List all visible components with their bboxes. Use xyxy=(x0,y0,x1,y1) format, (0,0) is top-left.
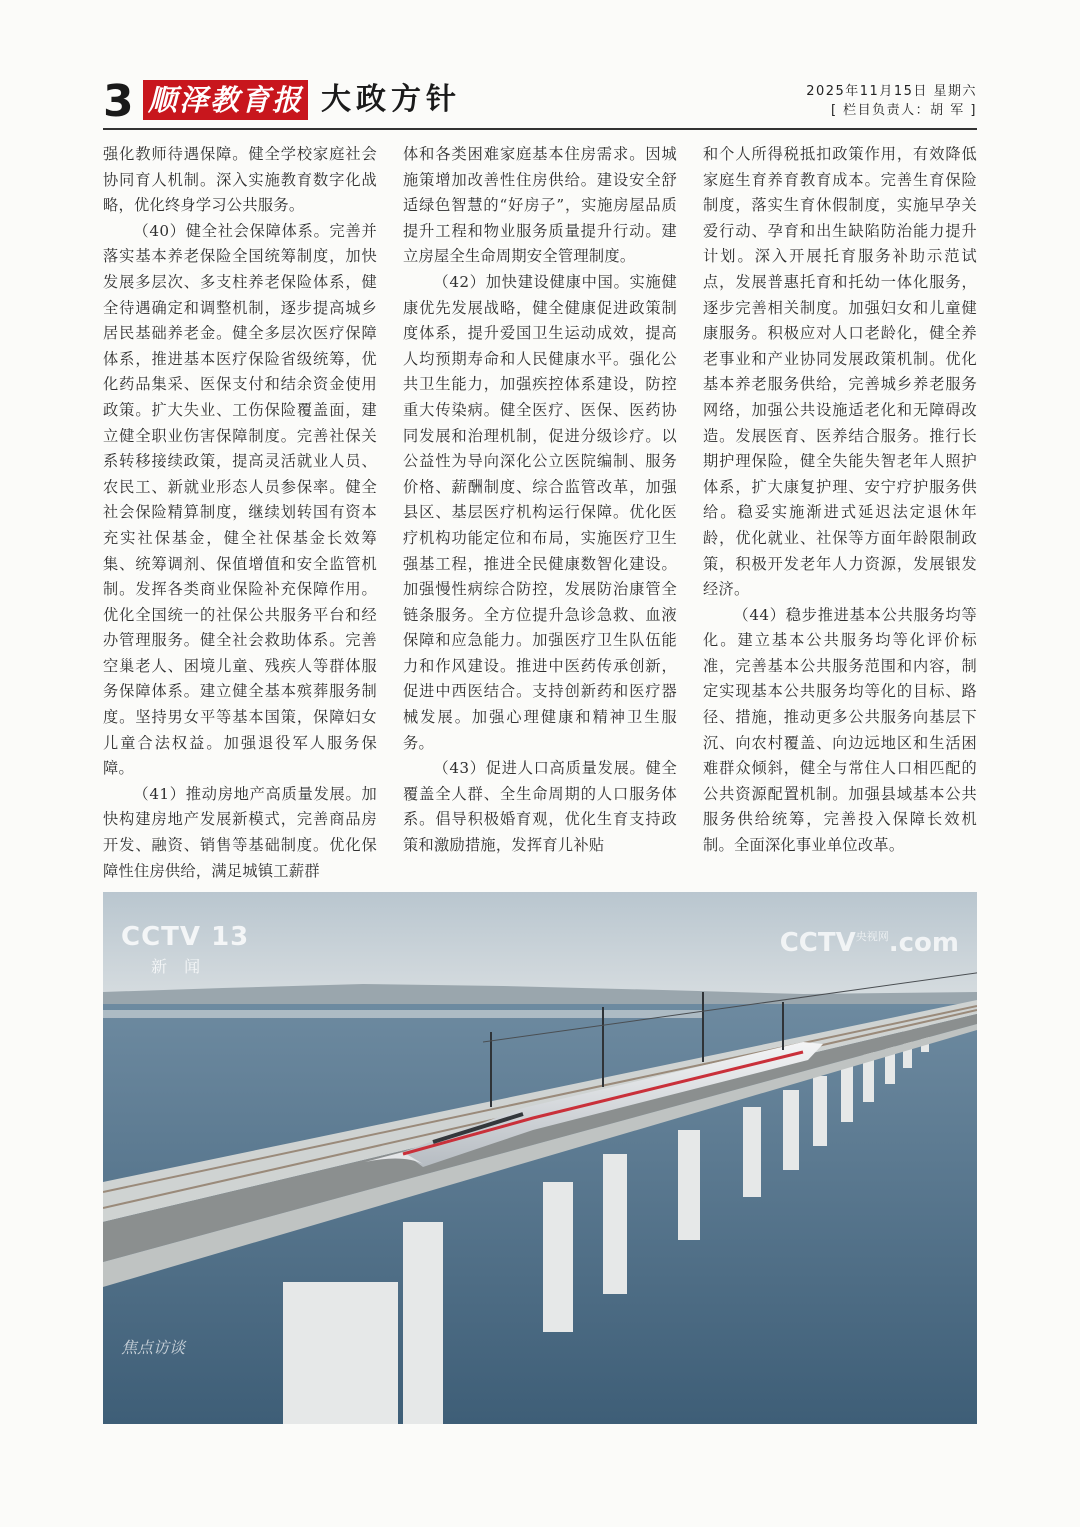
paragraph: （44）稳步推进基本公共服务均等化。建立基本公共服务均等化评价标准，完善基本公共服务范围和内容，制定实现基本公共服务均等化的目标、路径、措施，推动更多公共服务向基层下沉、向农村覆盖、向边远地区和生活困难群众倾斜，健全与常住人口相匹配的公共资源配置机制。加强县域基本公共服务供给统筹，完善投入保障长效机制。全面深化事业单位改革。 xyxy=(703,605,977,855)
paragraph: 强化教师待遇保障。健全学校家庭社会协同育人机制。深入实施教育数字化战略，优化终身学习公共服务。 xyxy=(103,145,377,215)
program-name: 焦点访谈 xyxy=(121,1338,186,1357)
text-column-3 xyxy=(703,142,977,882)
channel-logo: CCTV 13 xyxy=(121,922,250,952)
watermark-logo xyxy=(780,928,959,958)
text-column-1 xyxy=(103,142,377,882)
paragraph: （41）推动房地产高质量发展。加快构建房地产发展新模式，完善商品房开发、融资、销售等基础制度。优化保障性住房供给，满足城镇工薪群 xyxy=(103,784,377,880)
photo-illustration xyxy=(103,892,977,1424)
issue-meta xyxy=(806,82,977,120)
paragraph: 和个人所得税抵扣政策作用，有效降低家庭生育养育教育成本。完善生育保险制度，落实生育休假制度，实施早孕关爱行动、孕育和出生缺陷防治能力提升计划。深入开展托育服务补助示范试点，发展普惠托育和托幼一体化服务，逐步完善相关制度。加强妇女和儿童健康服务。积极应对人口老龄化，健全养老事业和产业协同发展政策机制。优化基本养老服务供给，完善城乡养老服务网络，加强公共设施适老化和无障碍改造。发展医育、医养结合服务。推行长期护理保险，健全失能失智老年人照护体系，扩大康复护理、安宁疗护服务供给。稳妥实施渐进式延迟法定退休年龄，优化就业、社保等方面年龄限制政策，积极开发老年人力资源，发展银发经济。 xyxy=(703,145,977,599)
text-column-2 xyxy=(403,142,677,882)
watermark-text: CCTV xyxy=(779,928,856,958)
header-rule xyxy=(103,128,977,130)
channel-subtitle: 新 闻 xyxy=(151,957,207,976)
paragraph: （40）健全社会保障体系。完善并落实基本养老保险全国统筹制度，加快发展多层次、多支柱养老保险体系，健全待遇确定和调整机制，逐步提高城乡居民基础养老金。健全多层次医疗保障体系，推进基本医疗保险省级统筹，优化药品集采、医保支付和结余资金使用政策。扩大失业、工伤保险覆盖面，建立健全职业伤害保障制度。完善社保关系转移接续政策，提高灵活就业人员、农民工、新就业形态人员参保率。健全社会保险精算制度，继续划转国有资本充实社保基金，健全社保基金长效筹集、统筹调剂、保值增值和安全监管机制。发挥各类商业保险补充保障作用。优化全国统一的社保公共服务平台和经办管理服务。健全社会救助体系。完善空巢老人、困境儿童、残疾人等群体服务保障体系。建立健全基本殡葬服务制度。坚持男女平等基本国策，保障妇女儿童合法权益。加强退役军人服务保障。 xyxy=(103,221,377,778)
page-header xyxy=(103,76,977,128)
newspaper-masthead: 顺泽教育报 xyxy=(143,80,308,120)
paragraph: （43）促进人口高质量发展。健全覆盖全人群、全生命周期的人口服务体系。倡导积极婚育观，优化生育支持政策和激励措施，发挥育儿补贴 xyxy=(403,759,677,855)
high-speed-train-photo xyxy=(103,892,977,1424)
watermark-small: 央视网 xyxy=(855,930,889,943)
watermark-com: .com xyxy=(888,928,959,958)
paragraph: 体和各类困难家庭基本住房需求。因城施策增加改善性住房供给。建设安全舒适绿色智慧的“好房子”，实施房屋品质提升工程和物业服务质量提升行动。建立房屋全生命周期安全管理制度。 xyxy=(403,145,677,266)
article-body xyxy=(103,142,977,882)
column-editor: [ 栏目负责人：胡 军 ] xyxy=(830,103,977,118)
page-number: 3 xyxy=(103,76,134,127)
paragraph: （42）加快建设健康中国。实施健康优先发展战略，健全健康促进政策制度体系，提升爱国卫生运动成效，提高人均预期寿命和人民健康水平。强化公共卫生能力，加强疾控体系建设，防控重大传染病。健全医疗、医保、医药协同发展和治理机制，促进分级诊疗。以公益性为导向深化公立医院编制、服务价格、薪酬制度、综合监管改革，加强县区、基层医疗机构运行保障。优化医疗机构功能定位和布局，实施医疗卫生强基工程，推进全民健康数智化建设。加强慢性病综合防控，发展防治康管全链条服务。全方位提升急诊急救、血液保障和应急能力。加强医疗卫生队伍能力和作风建设。推进中医药传承创新，促进中西医结合。支持创新药和医疗器械发展。加强心理健康和精神卫生服务。 xyxy=(403,272,677,752)
section-title: 大政方针 xyxy=(321,82,461,117)
issue-date: 2025年11月15日 星期六 xyxy=(806,84,977,99)
